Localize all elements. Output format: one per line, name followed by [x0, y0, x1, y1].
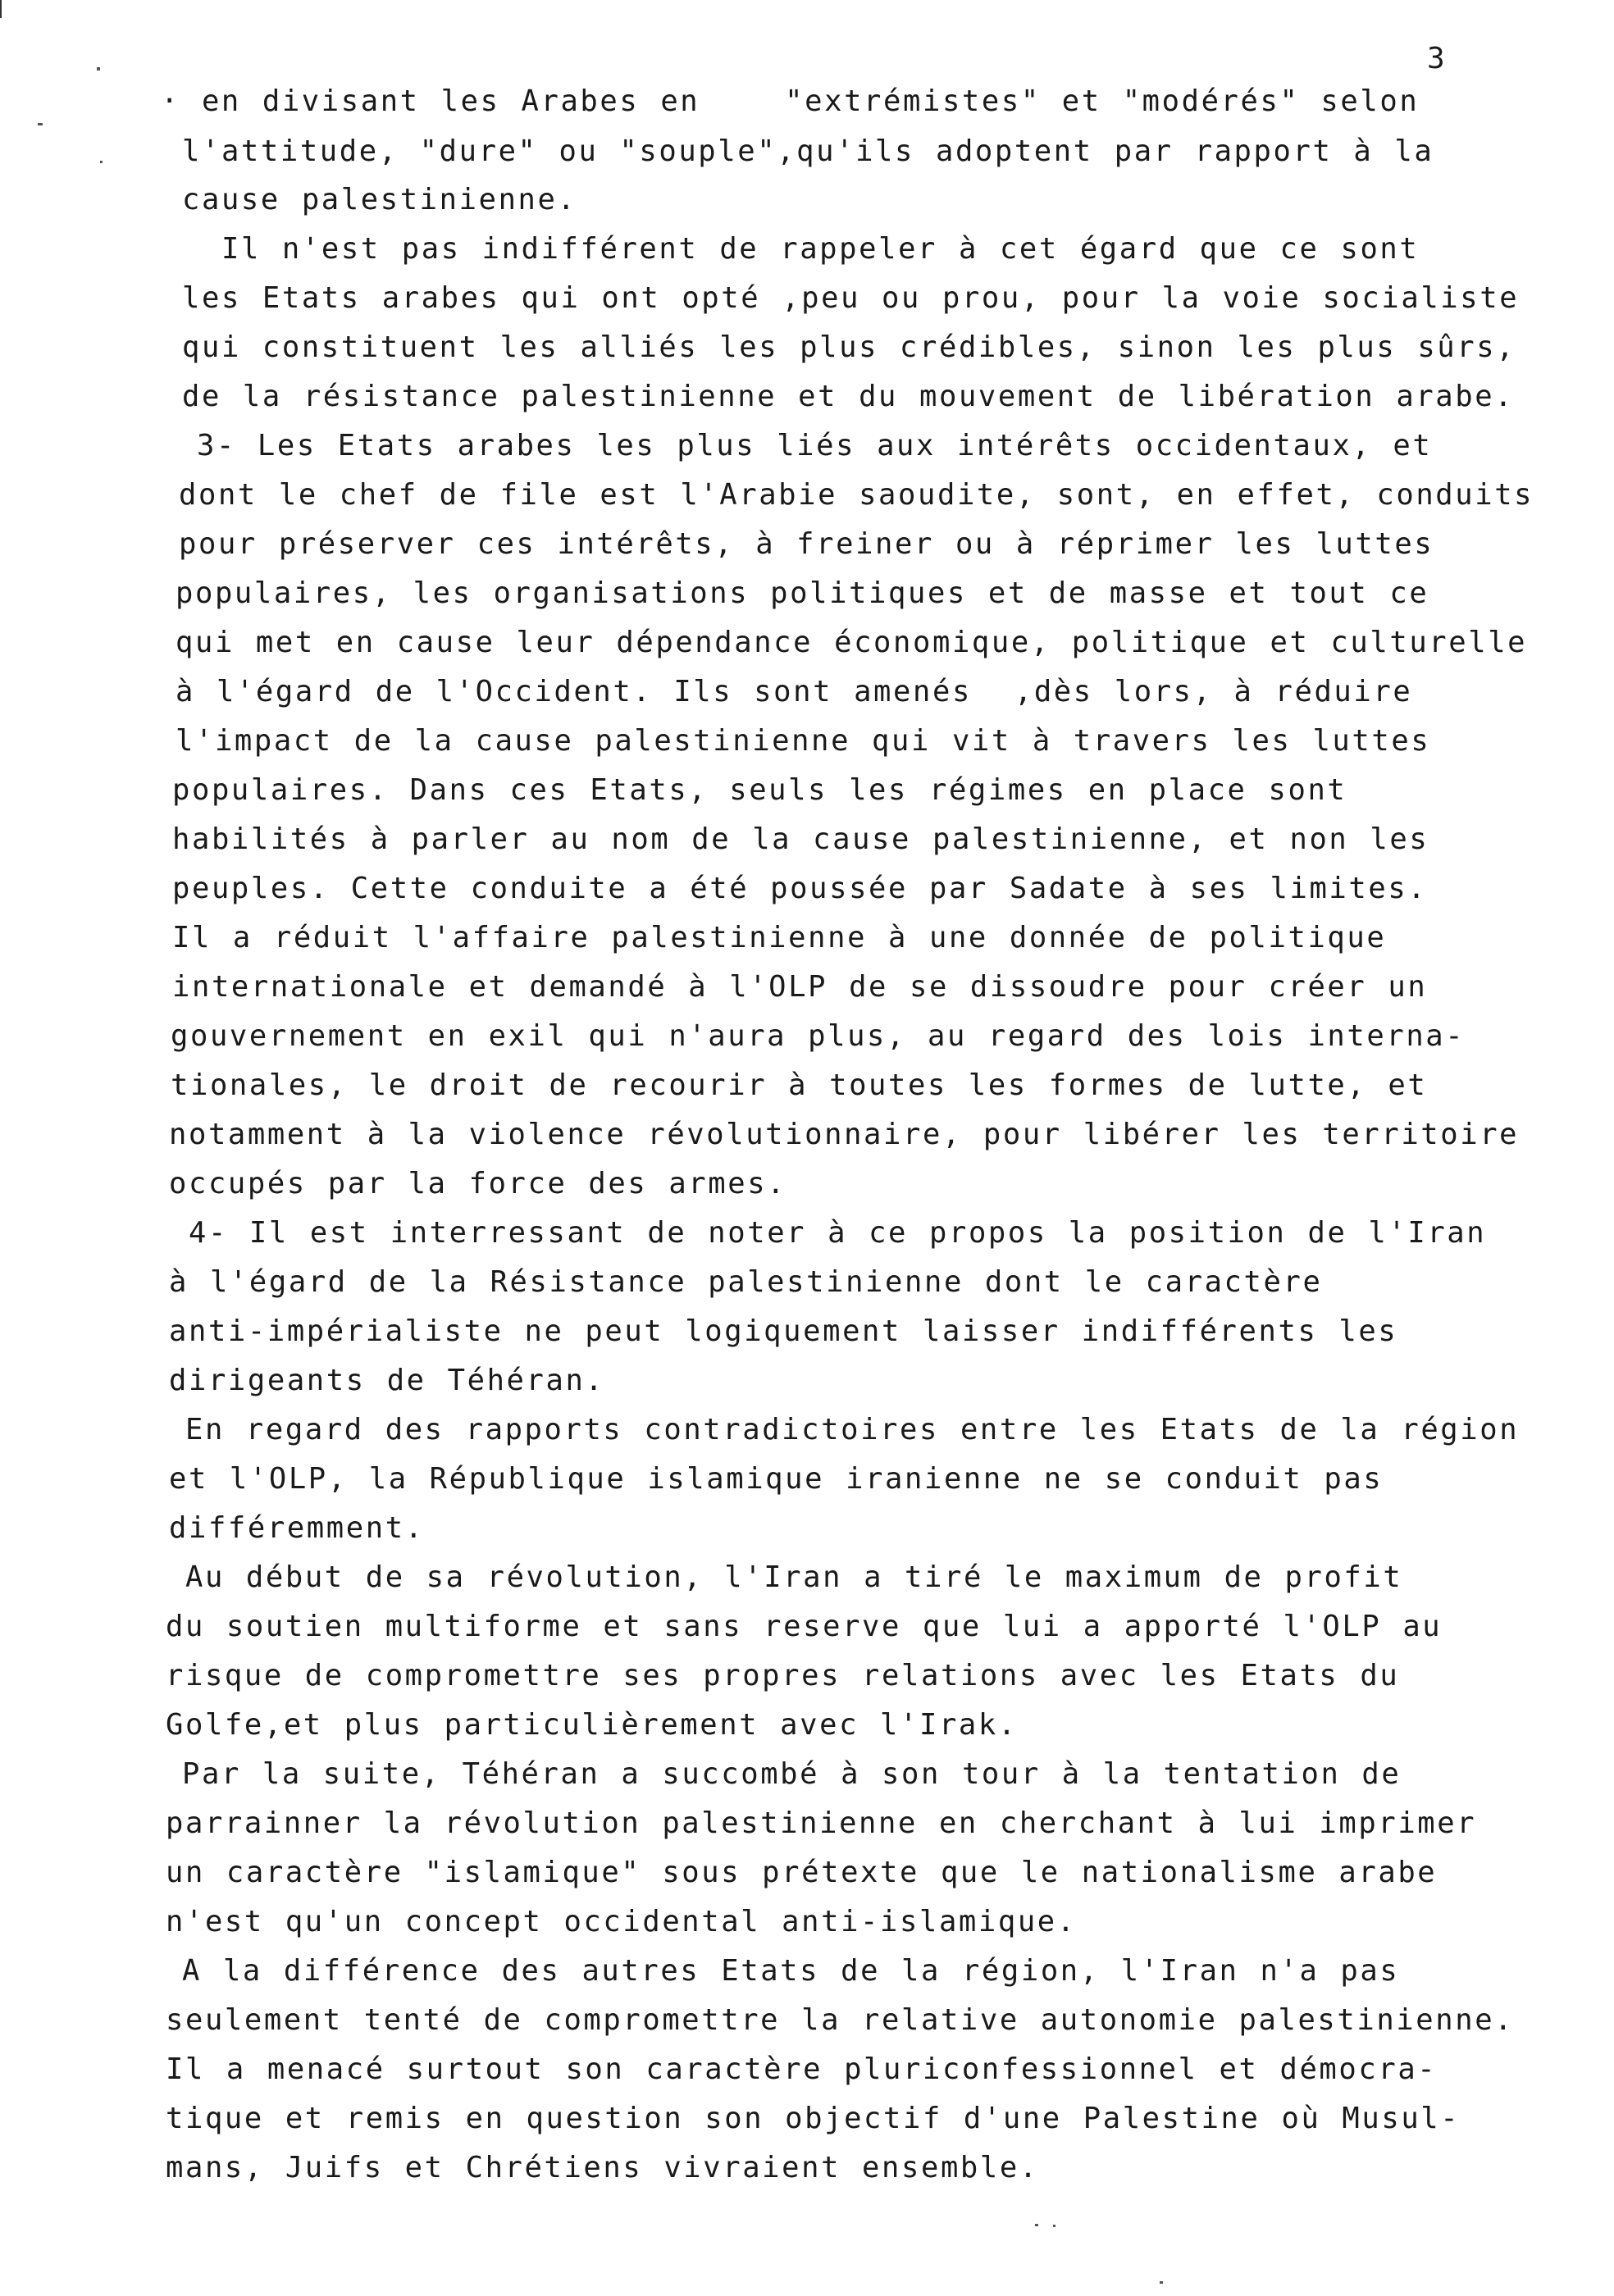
text-line: différemment.: [169, 1511, 425, 1545]
text-line: pour préserver ces intérêts, à freiner ou à réprimer les luttes: [179, 527, 1434, 561]
text-line: du soutien multiforme et sans reserve que lui a apporté l'OLP au: [166, 1610, 1443, 1643]
text-line: tionales, le droit de recourir à toutes les formes de lutte, et: [171, 1068, 1428, 1102]
text-line: de la résistance palestinienne et du mouvement de libération arabe.: [182, 380, 1515, 413]
scan-speck: [1035, 2224, 1038, 2226]
text-line: Par la suite, Téhéran a succombé à son tour à la tentation de: [182, 1757, 1402, 1791]
text-line: Au début de sa révolution, l'Iran a tiré le maximum de profit: [185, 1560, 1403, 1594]
scan-speck: [97, 67, 100, 71]
text-line: les Etats arabes qui ont opté ,peu ou prou, pour la voie socialiste: [182, 281, 1520, 315]
text-line: qui met en cause leur dépendance économique, politique et culturelle: [176, 626, 1528, 659]
text-line: gouvernement en exil qui n'aura plus, au regard des lois interna-: [171, 1019, 1466, 1053]
text-line: tique et remis en question son objectif d'une Palestine où Musul-: [166, 2102, 1461, 2135]
text-line: seulement tenté de compromettre la relative autonomie palestinienne.: [166, 2003, 1515, 2037]
text-line: parrainner la révolution palestinienne en cherchant à lui imprimer: [166, 1806, 1477, 1840]
text-line: Golfe,et plus particulièrement avec l'Irak.: [166, 1708, 1018, 1742]
text-line: dirigeants de Téhéran.: [169, 1364, 605, 1397]
text-line: Il n'est pas indifférent de rappeler à cet égard que ce sont: [221, 232, 1420, 266]
page-number: 3: [1427, 42, 1445, 75]
text-line: peuples. Cette conduite a été poussée par Sadate à ses limites.: [172, 872, 1428, 905]
text-line: à l'égard de la Résistance palestinienne dont le caractère: [169, 1265, 1323, 1299]
text-line: mans, Juifs et Chrétiens vivraient ensemble.: [166, 2151, 1039, 2184]
text-line: internationale et demandé à l'OLP de se dissoudre pour créer un: [172, 970, 1428, 1004]
text-line: A la différence des autres Etats de la région, l'Iran n'a pas: [182, 1954, 1400, 1988]
text-line: un caractère "islamique" sous prétexte que le nationalisme arabe: [166, 1856, 1438, 1889]
text-line: Il a menacé surtout son caractère pluriconfessionnel et démocra-: [166, 2052, 1438, 2086]
text-line: Il a réduit l'affaire palestinienne à une donnée de politique: [172, 921, 1387, 954]
text-line: En regard des rapports contradictoires entre les Etats de la région: [185, 1413, 1520, 1446]
scan-speck: [38, 123, 43, 125]
text-line: occupés par la force des armes.: [169, 1167, 787, 1200]
text-line: à l'égard de l'Occident. Ils sont amenés ,dès lors, à réduire: [176, 675, 1413, 708]
text-line: l'attitude, "dure" ou "souple",qu'ils adoptent par rapport à la: [182, 134, 1434, 168]
text-line: et l'OLP, la République islamique iranienne ne se conduit pas: [169, 1462, 1384, 1496]
text-line: n'est qu'un concept occidental anti-islamique.: [166, 1905, 1077, 1938]
text-line: populaires. Dans ces Etats, seuls les régimes en place sont: [172, 773, 1347, 807]
text-line: risque de compromettre ses propres relations avec les Etats du: [166, 1659, 1400, 1692]
text-line: notamment à la violence révolutionnaire, pour libérer les territoire: [169, 1118, 1520, 1151]
text-line: 4- Il est interressant de noter à ce propos la position de l'Iran: [189, 1216, 1487, 1250]
text-line: anti-impérialiste ne peut logiquement laisser indifférents les: [169, 1314, 1398, 1348]
scan-edge-mark: [0, 0, 2, 18]
scan-speck: [1053, 2225, 1055, 2227]
text-line: dont le chef de file est l'Arabie saoudite, sont, en effet, conduits: [179, 478, 1534, 512]
scan-speck: [100, 161, 103, 163]
text-line: qui constituent les alliés les plus crédibles, sinon les plus sûrs,: [182, 330, 1516, 364]
text-line: l'impact de la cause palestinienne qui vit à travers les luttes: [176, 724, 1431, 758]
scan-speck: [1160, 2281, 1163, 2284]
text-line: cause palestinienne.: [182, 183, 577, 216]
text-line: 3- Les Etats arabes les plus liés aux intérêts occidentaux, et: [197, 429, 1433, 462]
text-line: habilités à parler au nom de la cause palestinienne, et non les: [172, 822, 1429, 856]
text-line: populaires, les organisations politiques et de masse et tout ce: [176, 576, 1429, 610]
text-line: · en divisant les Arabes en "extrémistes" et "modérés" selon: [161, 84, 1420, 118]
